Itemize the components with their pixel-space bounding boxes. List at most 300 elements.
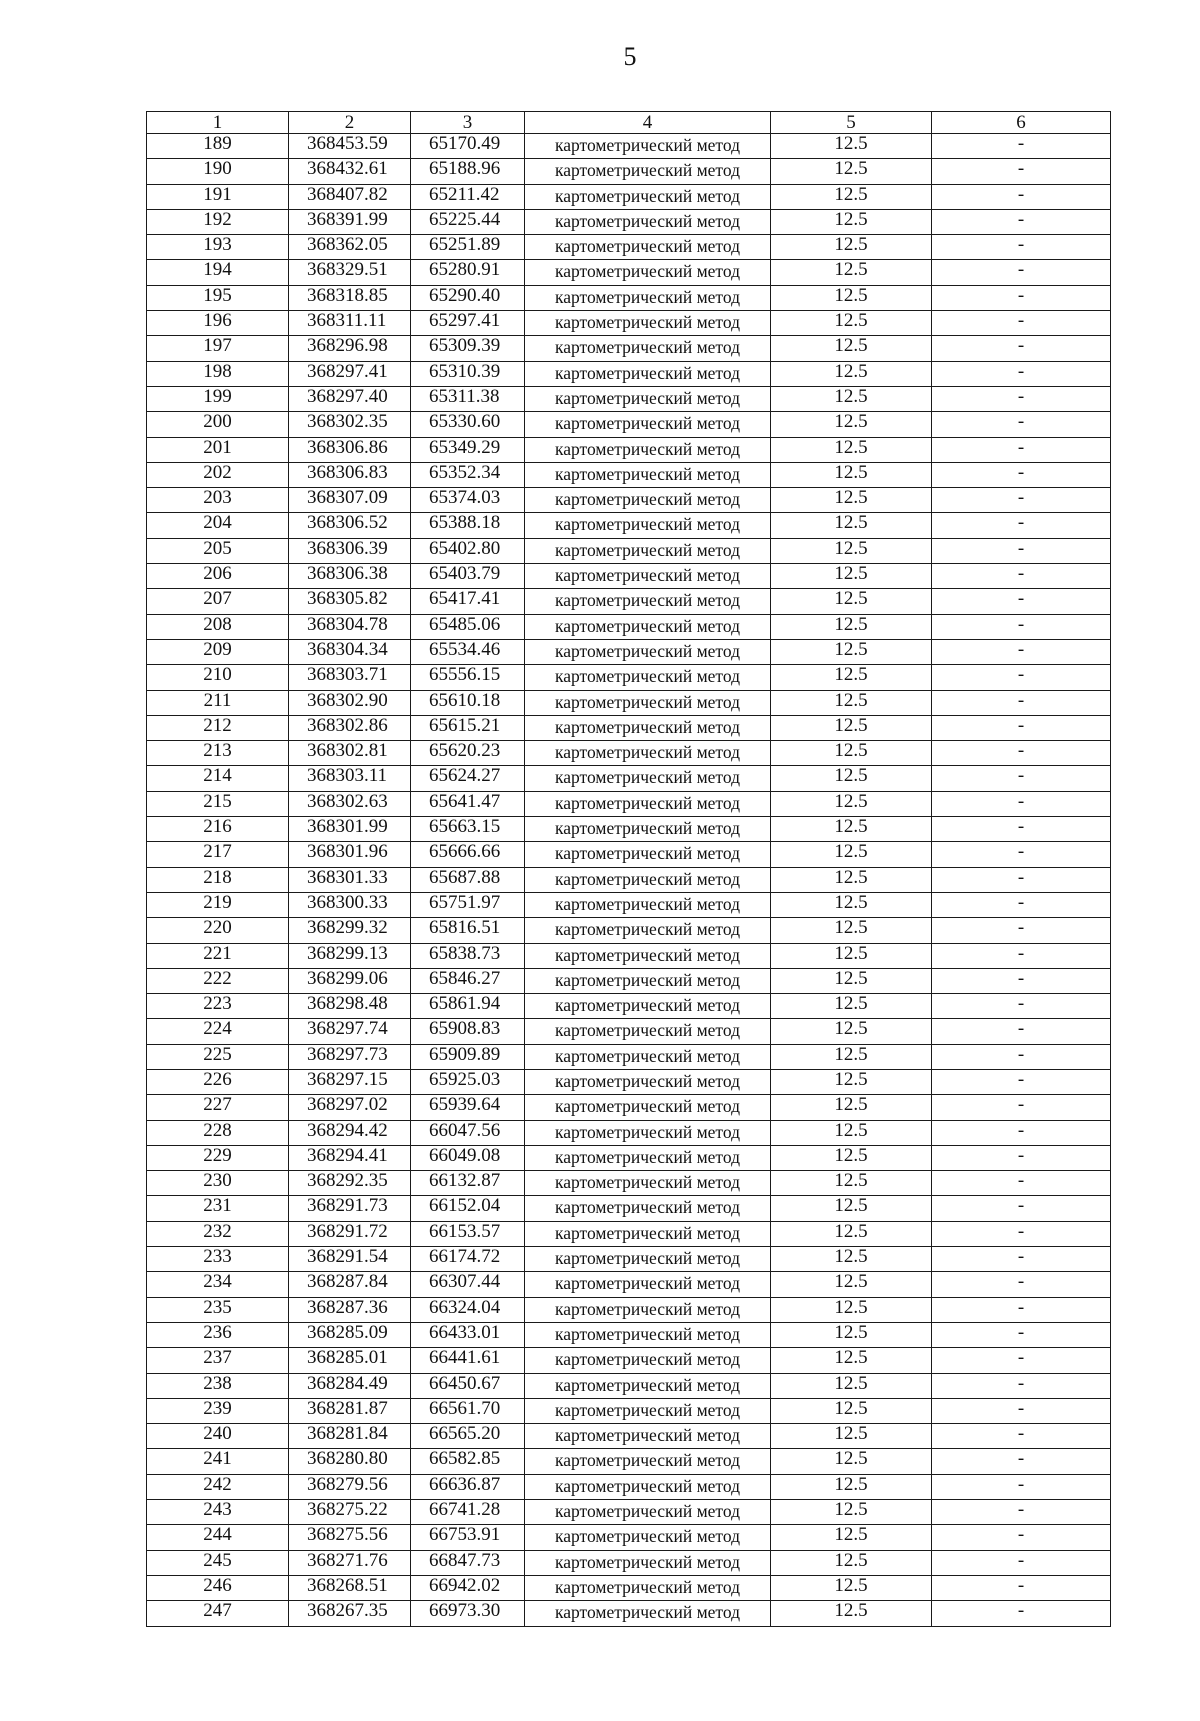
- point-number-cell: 200: [147, 412, 289, 437]
- note-cell: -: [932, 159, 1111, 184]
- y-coordinate-cell: 65610.18: [411, 690, 525, 715]
- accuracy-cell: 12.5: [771, 311, 932, 336]
- y-coordinate-cell: 65534.46: [411, 639, 525, 664]
- x-coordinate-cell: 368291.72: [289, 1221, 411, 1246]
- note-cell: -: [932, 639, 1111, 664]
- method-cell: картометрический метод: [525, 1221, 771, 1246]
- point-number-cell: 216: [147, 817, 289, 842]
- x-coordinate-cell: 368275.56: [289, 1525, 411, 1550]
- accuracy-cell: 12.5: [771, 943, 932, 968]
- note-cell: -: [932, 589, 1111, 614]
- point-number-cell: 203: [147, 488, 289, 513]
- table-row: [147, 1474, 1111, 1499]
- accuracy-cell: 12.5: [771, 462, 932, 487]
- accuracy-cell: 12.5: [771, 1247, 932, 1272]
- method-cell: картометрический метод: [525, 589, 771, 614]
- table-row: [147, 1424, 1111, 1449]
- table-row: [147, 1196, 1111, 1221]
- x-coordinate-cell: 368299.32: [289, 918, 411, 943]
- x-coordinate-cell: 368297.02: [289, 1095, 411, 1120]
- table-row: [147, 1525, 1111, 1550]
- point-number-cell: 189: [147, 134, 289, 159]
- x-coordinate-cell: 368299.13: [289, 943, 411, 968]
- y-coordinate-cell: 65349.29: [411, 437, 525, 462]
- x-coordinate-cell: 368287.84: [289, 1272, 411, 1297]
- note-cell: -: [932, 235, 1111, 260]
- note-cell: -: [932, 1196, 1111, 1221]
- accuracy-cell: 12.5: [771, 1044, 932, 1069]
- note-cell: -: [932, 488, 1111, 513]
- y-coordinate-cell: 65666.66: [411, 842, 525, 867]
- y-coordinate-cell: 65909.89: [411, 1044, 525, 1069]
- y-coordinate-cell: 66049.08: [411, 1145, 525, 1170]
- accuracy-cell: 12.5: [771, 867, 932, 892]
- accuracy-cell: 12.5: [771, 1424, 932, 1449]
- y-coordinate-cell: 65297.41: [411, 311, 525, 336]
- method-cell: картометрический метод: [525, 462, 771, 487]
- note-cell: -: [932, 741, 1111, 766]
- point-number-cell: 223: [147, 994, 289, 1019]
- table-row: [147, 1575, 1111, 1600]
- point-number-cell: 195: [147, 285, 289, 310]
- accuracy-cell: 12.5: [771, 1525, 932, 1550]
- table-row: [147, 1348, 1111, 1373]
- note-cell: -: [932, 968, 1111, 993]
- note-cell: -: [932, 665, 1111, 690]
- method-cell: картометрический метод: [525, 1373, 771, 1398]
- accuracy-cell: 12.5: [771, 235, 932, 260]
- accuracy-cell: 12.5: [771, 1348, 932, 1373]
- method-cell: картометрический метод: [525, 134, 771, 159]
- y-coordinate-cell: 65311.38: [411, 386, 525, 411]
- method-cell: картометрический метод: [525, 690, 771, 715]
- note-cell: -: [932, 462, 1111, 487]
- method-cell: картометрический метод: [525, 1120, 771, 1145]
- point-number-cell: 206: [147, 564, 289, 589]
- method-cell: картометрический метод: [525, 538, 771, 563]
- table-row: [147, 1069, 1111, 1094]
- y-coordinate-cell: 65352.34: [411, 462, 525, 487]
- method-cell: картометрический метод: [525, 437, 771, 462]
- x-coordinate-cell: 368362.05: [289, 235, 411, 260]
- y-coordinate-cell: 65388.18: [411, 513, 525, 538]
- point-number-cell: 212: [147, 715, 289, 740]
- table-row: [147, 1171, 1111, 1196]
- method-cell: картометрический метод: [525, 1069, 771, 1094]
- point-number-cell: 198: [147, 361, 289, 386]
- y-coordinate-cell: 65417.41: [411, 589, 525, 614]
- method-cell: картометрический метод: [525, 488, 771, 513]
- point-number-cell: 231: [147, 1196, 289, 1221]
- table-row: [147, 361, 1111, 386]
- y-coordinate-cell: 66441.61: [411, 1348, 525, 1373]
- point-number-cell: 237: [147, 1348, 289, 1373]
- method-cell: картометрический метод: [525, 994, 771, 1019]
- method-cell: картометрический метод: [525, 791, 771, 816]
- note-cell: -: [932, 1095, 1111, 1120]
- accuracy-cell: 12.5: [771, 1575, 932, 1600]
- accuracy-cell: 12.5: [771, 184, 932, 209]
- note-cell: -: [932, 1398, 1111, 1423]
- method-cell: картометрический метод: [525, 741, 771, 766]
- point-number-cell: 219: [147, 892, 289, 917]
- method-cell: картометрический метод: [525, 968, 771, 993]
- note-cell: -: [932, 209, 1111, 234]
- table-row: [147, 639, 1111, 664]
- method-cell: картометрический метод: [525, 817, 771, 842]
- note-cell: -: [932, 1575, 1111, 1600]
- accuracy-cell: 12.5: [771, 715, 932, 740]
- x-coordinate-cell: 368301.33: [289, 867, 411, 892]
- method-cell: картометрический метод: [525, 639, 771, 664]
- x-coordinate-cell: 368302.90: [289, 690, 411, 715]
- method-cell: картометрический метод: [525, 1044, 771, 1069]
- x-coordinate-cell: 368307.09: [289, 488, 411, 513]
- method-cell: картометрический метод: [525, 513, 771, 538]
- header-cell: 4: [525, 112, 771, 134]
- note-cell: -: [932, 386, 1111, 411]
- point-number-cell: 205: [147, 538, 289, 563]
- point-number-cell: 247: [147, 1601, 289, 1626]
- table-row: [147, 1601, 1111, 1626]
- x-coordinate-cell: 368296.98: [289, 336, 411, 361]
- accuracy-cell: 12.5: [771, 1196, 932, 1221]
- accuracy-cell: 12.5: [771, 1449, 932, 1474]
- method-cell: картометрический метод: [525, 1474, 771, 1499]
- y-coordinate-cell: 65170.49: [411, 134, 525, 159]
- x-coordinate-cell: 368287.36: [289, 1297, 411, 1322]
- table-row: [147, 842, 1111, 867]
- note-cell: -: [932, 994, 1111, 1019]
- table-header-row: [147, 112, 1111, 134]
- point-number-cell: 221: [147, 943, 289, 968]
- method-cell: картометрический метод: [525, 1297, 771, 1322]
- y-coordinate-cell: 65816.51: [411, 918, 525, 943]
- y-coordinate-cell: 65330.60: [411, 412, 525, 437]
- note-cell: -: [932, 513, 1111, 538]
- y-coordinate-cell: 66942.02: [411, 1575, 525, 1600]
- x-coordinate-cell: 368301.99: [289, 817, 411, 842]
- note-cell: -: [932, 184, 1111, 209]
- table-row: [147, 513, 1111, 538]
- accuracy-cell: 12.5: [771, 1500, 932, 1525]
- point-number-cell: 222: [147, 968, 289, 993]
- point-number-cell: 235: [147, 1297, 289, 1322]
- method-cell: картометрический метод: [525, 564, 771, 589]
- method-cell: картометрический метод: [525, 943, 771, 968]
- table-row: [147, 614, 1111, 639]
- method-cell: картометрический метод: [525, 1525, 771, 1550]
- point-number-cell: 239: [147, 1398, 289, 1423]
- accuracy-cell: 12.5: [771, 513, 932, 538]
- point-number-cell: 201: [147, 437, 289, 462]
- accuracy-cell: 12.5: [771, 741, 932, 766]
- method-cell: картометрический метод: [525, 1272, 771, 1297]
- y-coordinate-cell: 65624.27: [411, 766, 525, 791]
- y-coordinate-cell: 65402.80: [411, 538, 525, 563]
- point-number-cell: 197: [147, 336, 289, 361]
- note-cell: -: [932, 285, 1111, 310]
- method-cell: картометрический метод: [525, 766, 771, 791]
- note-cell: -: [932, 1145, 1111, 1170]
- note-cell: -: [932, 1044, 1111, 1069]
- y-coordinate-cell: 66450.67: [411, 1373, 525, 1398]
- page-number: 5: [623, 42, 637, 71]
- y-coordinate-cell: 65211.42: [411, 184, 525, 209]
- x-coordinate-cell: 368285.01: [289, 1348, 411, 1373]
- accuracy-cell: 12.5: [771, 1322, 932, 1347]
- header-cell: 3: [411, 112, 525, 134]
- accuracy-cell: 12.5: [771, 412, 932, 437]
- point-number-cell: 228: [147, 1120, 289, 1145]
- header-cell: 5: [771, 112, 932, 134]
- note-cell: -: [932, 1500, 1111, 1525]
- x-coordinate-cell: 368268.51: [289, 1575, 411, 1600]
- note-cell: -: [932, 538, 1111, 563]
- x-coordinate-cell: 368304.34: [289, 639, 411, 664]
- point-number-cell: 199: [147, 386, 289, 411]
- table-row: [147, 665, 1111, 690]
- table-row: [147, 892, 1111, 917]
- note-cell: -: [932, 1171, 1111, 1196]
- method-cell: картометрический метод: [525, 386, 771, 411]
- x-coordinate-cell: 368391.99: [289, 209, 411, 234]
- y-coordinate-cell: 65485.06: [411, 614, 525, 639]
- accuracy-cell: 12.5: [771, 1398, 932, 1423]
- point-number-cell: 213: [147, 741, 289, 766]
- accuracy-cell: 12.5: [771, 1171, 932, 1196]
- x-coordinate-cell: 368302.35: [289, 412, 411, 437]
- note-cell: -: [932, 766, 1111, 791]
- note-cell: -: [932, 791, 1111, 816]
- note-cell: -: [932, 1322, 1111, 1347]
- y-coordinate-cell: 66753.91: [411, 1525, 525, 1550]
- note-cell: -: [932, 361, 1111, 386]
- x-coordinate-cell: 368306.38: [289, 564, 411, 589]
- method-cell: картометрический метод: [525, 867, 771, 892]
- table-row: [147, 386, 1111, 411]
- method-cell: картометрический метод: [525, 918, 771, 943]
- y-coordinate-cell: 65403.79: [411, 564, 525, 589]
- point-number-cell: 225: [147, 1044, 289, 1069]
- method-cell: картометрический метод: [525, 1348, 771, 1373]
- note-cell: -: [932, 1525, 1111, 1550]
- accuracy-cell: 12.5: [771, 209, 932, 234]
- accuracy-cell: 12.5: [771, 690, 932, 715]
- accuracy-cell: 12.5: [771, 386, 932, 411]
- point-number-cell: 204: [147, 513, 289, 538]
- method-cell: картометрический метод: [525, 1449, 771, 1474]
- coordinates-table: [146, 111, 1111, 1627]
- point-number-cell: 192: [147, 209, 289, 234]
- table-row: [147, 488, 1111, 513]
- table-row: [147, 817, 1111, 842]
- method-cell: картометрический метод: [525, 159, 771, 184]
- accuracy-cell: 12.5: [771, 842, 932, 867]
- table-row: [147, 589, 1111, 614]
- x-coordinate-cell: 368302.63: [289, 791, 411, 816]
- point-number-cell: 230: [147, 1171, 289, 1196]
- y-coordinate-cell: 66153.57: [411, 1221, 525, 1246]
- table-row: [147, 412, 1111, 437]
- y-coordinate-cell: 65374.03: [411, 488, 525, 513]
- x-coordinate-cell: 368407.82: [289, 184, 411, 209]
- table-row: [147, 1500, 1111, 1525]
- x-coordinate-cell: 368453.59: [289, 134, 411, 159]
- point-number-cell: 229: [147, 1145, 289, 1170]
- y-coordinate-cell: 66582.85: [411, 1449, 525, 1474]
- accuracy-cell: 12.5: [771, 134, 932, 159]
- x-coordinate-cell: 368294.41: [289, 1145, 411, 1170]
- point-number-cell: 196: [147, 311, 289, 336]
- point-number-cell: 243: [147, 1500, 289, 1525]
- table-row: [147, 715, 1111, 740]
- note-cell: -: [932, 311, 1111, 336]
- note-cell: -: [932, 943, 1111, 968]
- y-coordinate-cell: 65309.39: [411, 336, 525, 361]
- table-row: [147, 1019, 1111, 1044]
- x-coordinate-cell: 368304.78: [289, 614, 411, 639]
- table-row: [147, 1221, 1111, 1246]
- method-cell: картометрический метод: [525, 1247, 771, 1272]
- note-cell: -: [932, 867, 1111, 892]
- accuracy-cell: 12.5: [771, 1550, 932, 1575]
- table-row: [147, 1272, 1111, 1297]
- table-row: [147, 462, 1111, 487]
- point-number-cell: 194: [147, 260, 289, 285]
- point-number-cell: 191: [147, 184, 289, 209]
- accuracy-cell: 12.5: [771, 1272, 932, 1297]
- table-row: [147, 1322, 1111, 1347]
- y-coordinate-cell: 66132.87: [411, 1171, 525, 1196]
- x-coordinate-cell: 368302.86: [289, 715, 411, 740]
- method-cell: картометрический метод: [525, 892, 771, 917]
- y-coordinate-cell: 65861.94: [411, 994, 525, 1019]
- x-coordinate-cell: 368303.11: [289, 766, 411, 791]
- method-cell: картометрический метод: [525, 1171, 771, 1196]
- point-number-cell: 217: [147, 842, 289, 867]
- note-cell: -: [932, 1069, 1111, 1094]
- accuracy-cell: 12.5: [771, 538, 932, 563]
- y-coordinate-cell: 66174.72: [411, 1247, 525, 1272]
- accuracy-cell: 12.5: [771, 1019, 932, 1044]
- method-cell: картометрический метод: [525, 1575, 771, 1600]
- accuracy-cell: 12.5: [771, 589, 932, 614]
- note-cell: -: [932, 1019, 1111, 1044]
- table-row: [147, 943, 1111, 968]
- x-coordinate-cell: 368297.74: [289, 1019, 411, 1044]
- x-coordinate-cell: 368306.83: [289, 462, 411, 487]
- y-coordinate-cell: 65838.73: [411, 943, 525, 968]
- accuracy-cell: 12.5: [771, 994, 932, 1019]
- x-coordinate-cell: 368318.85: [289, 285, 411, 310]
- note-cell: -: [932, 412, 1111, 437]
- accuracy-cell: 12.5: [771, 336, 932, 361]
- table-row: [147, 285, 1111, 310]
- y-coordinate-cell: 65556.15: [411, 665, 525, 690]
- method-cell: картометрический метод: [525, 260, 771, 285]
- x-coordinate-cell: 368301.96: [289, 842, 411, 867]
- method-cell: картометрический метод: [525, 614, 771, 639]
- table-row: [147, 1145, 1111, 1170]
- point-number-cell: 214: [147, 766, 289, 791]
- note-cell: -: [932, 1272, 1111, 1297]
- accuracy-cell: 12.5: [771, 766, 932, 791]
- table-row: [147, 184, 1111, 209]
- x-coordinate-cell: 368291.54: [289, 1247, 411, 1272]
- table-row: [147, 1120, 1111, 1145]
- note-cell: -: [932, 134, 1111, 159]
- table-row: [147, 1373, 1111, 1398]
- y-coordinate-cell: 66847.73: [411, 1550, 525, 1575]
- y-coordinate-cell: 66561.70: [411, 1398, 525, 1423]
- note-cell: -: [932, 817, 1111, 842]
- table-row: [147, 134, 1111, 159]
- x-coordinate-cell: 368432.61: [289, 159, 411, 184]
- table-row: [147, 1095, 1111, 1120]
- y-coordinate-cell: 66741.28: [411, 1500, 525, 1525]
- x-coordinate-cell: 368298.48: [289, 994, 411, 1019]
- point-number-cell: 242: [147, 1474, 289, 1499]
- method-cell: картометрический метод: [525, 336, 771, 361]
- table-body: [147, 112, 1111, 1627]
- note-cell: -: [932, 715, 1111, 740]
- point-number-cell: 190: [147, 159, 289, 184]
- table-row: [147, 741, 1111, 766]
- point-number-cell: 211: [147, 690, 289, 715]
- y-coordinate-cell: 65908.83: [411, 1019, 525, 1044]
- x-coordinate-cell: 368279.56: [289, 1474, 411, 1499]
- y-coordinate-cell: 66152.04: [411, 1196, 525, 1221]
- accuracy-cell: 12.5: [771, 1297, 932, 1322]
- method-cell: картометрический метод: [525, 1322, 771, 1347]
- accuracy-cell: 12.5: [771, 159, 932, 184]
- y-coordinate-cell: 66324.04: [411, 1297, 525, 1322]
- y-coordinate-cell: 65925.03: [411, 1069, 525, 1094]
- x-coordinate-cell: 368305.82: [289, 589, 411, 614]
- x-coordinate-cell: 368302.81: [289, 741, 411, 766]
- x-coordinate-cell: 368306.39: [289, 538, 411, 563]
- point-number-cell: 236: [147, 1322, 289, 1347]
- y-coordinate-cell: 65615.21: [411, 715, 525, 740]
- point-number-cell: 220: [147, 918, 289, 943]
- x-coordinate-cell: 368291.73: [289, 1196, 411, 1221]
- x-coordinate-cell: 368281.87: [289, 1398, 411, 1423]
- accuracy-cell: 12.5: [771, 1069, 932, 1094]
- method-cell: картометрический метод: [525, 1601, 771, 1626]
- y-coordinate-cell: 65620.23: [411, 741, 525, 766]
- accuracy-cell: 12.5: [771, 1601, 932, 1626]
- y-coordinate-cell: 66636.87: [411, 1474, 525, 1499]
- x-coordinate-cell: 368294.42: [289, 1120, 411, 1145]
- y-coordinate-cell: 65290.40: [411, 285, 525, 310]
- table-row: [147, 867, 1111, 892]
- table-row: [147, 311, 1111, 336]
- accuracy-cell: 12.5: [771, 260, 932, 285]
- x-coordinate-cell: 368281.84: [289, 1424, 411, 1449]
- header-cell: 2: [289, 112, 411, 134]
- x-coordinate-cell: 368297.41: [289, 361, 411, 386]
- x-coordinate-cell: 368285.09: [289, 1322, 411, 1347]
- accuracy-cell: 12.5: [771, 1474, 932, 1499]
- method-cell: картометрический метод: [525, 842, 771, 867]
- x-coordinate-cell: 368329.51: [289, 260, 411, 285]
- note-cell: -: [932, 842, 1111, 867]
- method-cell: картометрический метод: [525, 665, 771, 690]
- note-cell: -: [932, 1449, 1111, 1474]
- y-coordinate-cell: 65225.44: [411, 209, 525, 234]
- x-coordinate-cell: 368300.33: [289, 892, 411, 917]
